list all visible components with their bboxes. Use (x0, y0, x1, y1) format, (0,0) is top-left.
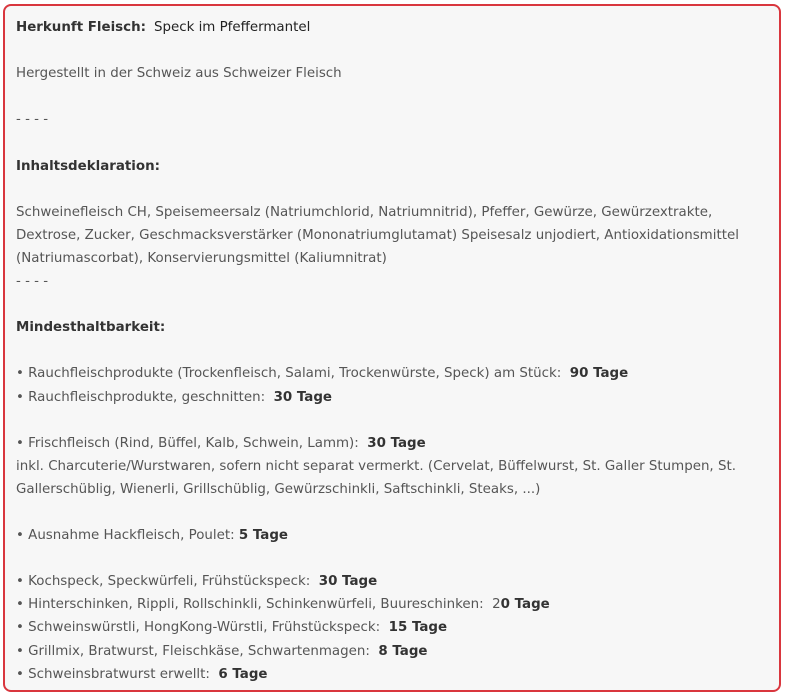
item-days: 6 Tage (218, 666, 268, 682)
product-info-card (3, 4, 781, 692)
frisch-note: inkl. Charcuterie/Wurstwaren, sofern nicht separat vermerkt. (Cervelat, Büffelwurst, St. Galler Stumpen, St. Gallerschüblig, Wienerli, Grillschüblig, Gewürzschinkli, Saftschinkli, Steaks, ...) (16, 458, 736, 497)
list-item (16, 663, 779, 686)
list-item (16, 640, 779, 663)
item-text: • Rauchfleischprodukte (Trockenfleisch, Salami, Trockenwürste, Speck) am Stück: (16, 366, 562, 382)
item-days: 30 Tage (273, 389, 333, 405)
list-item (16, 362, 779, 385)
list-item (16, 386, 779, 409)
mhd-label: Mindesthaltbarkeit: (16, 320, 166, 336)
herkunft-text: Hergestellt in der Schweiz aus Schweizer Fleisch (16, 66, 342, 82)
list-item (16, 593, 779, 616)
inhalt-label: Inhaltsdeklaration: (16, 158, 160, 174)
item-text: • Schweinswürstli, HongKong-Würstli, Frühstückspeck: (16, 620, 381, 636)
item-days: 0 Tage (500, 597, 550, 613)
item-days: 30 Tage (367, 435, 426, 451)
item-text: • Grillmix, Bratwurst, Fleischkäse, Schwartenmagen: (16, 643, 370, 659)
item-text: • Schweinsbratwurst erwellt: (16, 666, 210, 682)
item-days-prefix: 2 (492, 597, 501, 613)
item-days: 90 Tage (569, 366, 629, 382)
list-item (16, 616, 779, 639)
item-text: • Kochspeck, Speckwürfeli, Frühstückspeck: (16, 574, 311, 590)
herkunft-row (16, 16, 779, 39)
separator: - - - - (16, 112, 49, 128)
item-text: • Ausnahme Hackfleisch, Poulet: (16, 528, 235, 544)
item-text: • Rauchfleischprodukte, geschnitten: (16, 389, 266, 405)
item-days: 5 Tage (238, 528, 288, 544)
item-days: 30 Tage (318, 574, 378, 590)
item-text: • Hinterschinken, Rippli, Rollschinkli, Schinkenwürfeli, Buureschinken: (16, 597, 484, 613)
list-item (16, 524, 779, 547)
herkunft-label: Herkunft Fleisch: (16, 20, 146, 35)
item-days: 15 Tage (388, 620, 448, 636)
item-text: • Frischfleisch (Rind, Büffel, Kalb, Schwein, Lamm): (16, 435, 359, 451)
item-days: 8 Tage (378, 643, 428, 659)
list-item (16, 570, 779, 593)
product-name: Speck im Pfeffermantel (153, 20, 311, 35)
separator: - - - - (16, 274, 49, 290)
inhalt-text: Schweinefleisch CH, Speisemeersalz (Natriumchlorid, Natriumnitrid), Pfeffer, Gewürze, Gewürzextrakte, Dextrose, Zucker, Geschmacksverstärker (Mononatriumglutamat) Speisesalz unjodiert, Antioxidationsmittel (Natriumascorbat), Konservierungsmittel (Kaliumnitrat) (16, 204, 739, 266)
list-item (16, 432, 779, 455)
